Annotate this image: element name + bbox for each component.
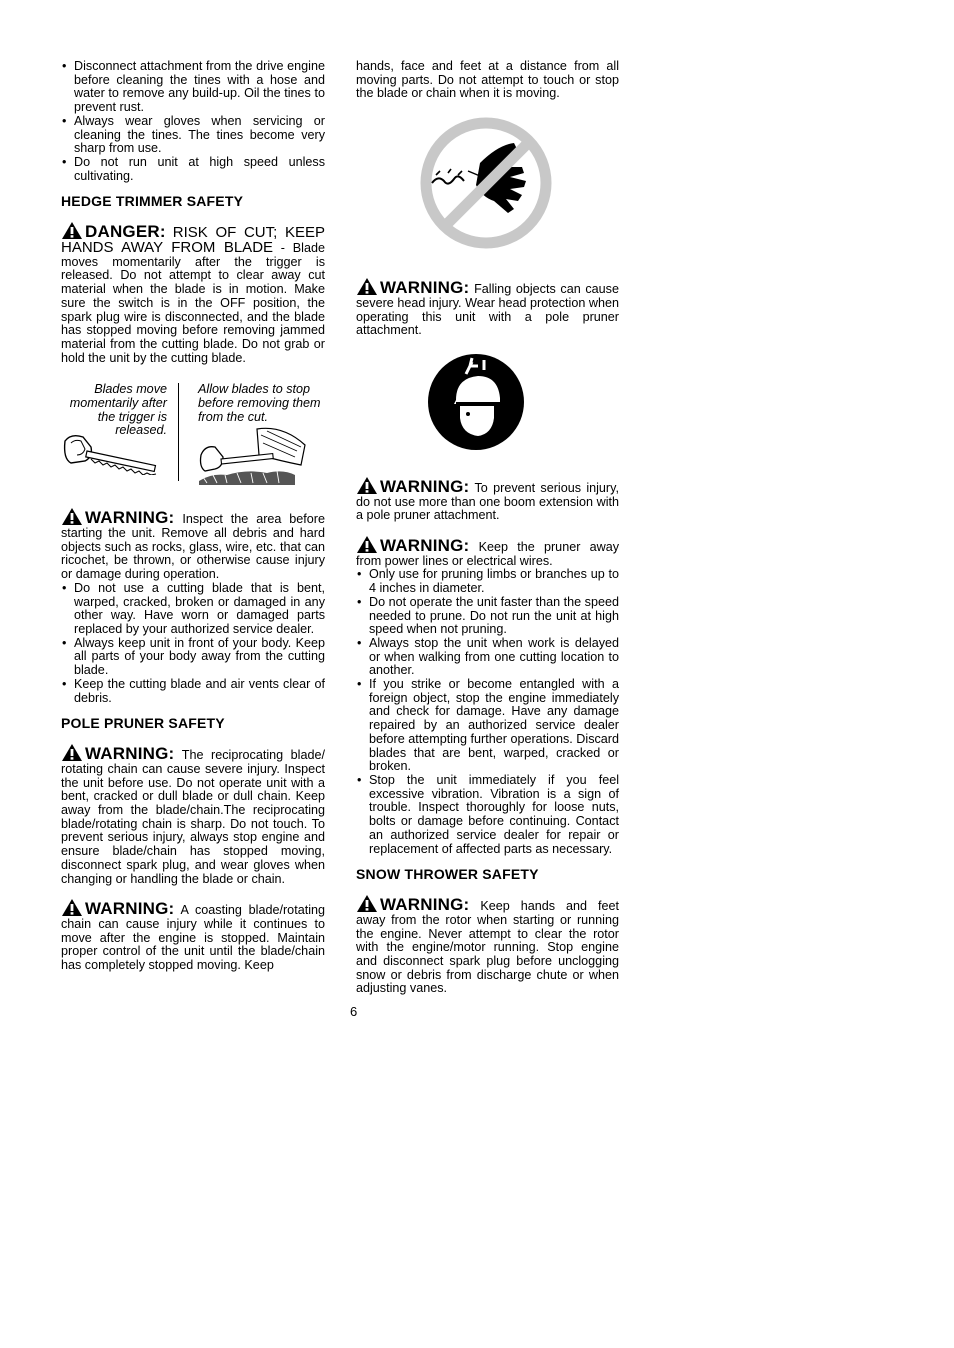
list-item: • Only use for pruning limbs or branches up to 4 inches in diameter. xyxy=(356,568,619,595)
pole-pruner-heading: POLE PRUNER SAFETY xyxy=(61,715,225,732)
warning-label: WARNING: xyxy=(380,895,470,915)
warning-text: Keep the pruner away from power lines or electrical wires. xyxy=(356,540,619,568)
caption-allow-blades-stop: Allow blades to stop before removing them from the cut. xyxy=(198,382,321,424)
list-item: • Do not operate the unit faster than the speed needed to prune. Do not run the unit at high speed when not pruning. xyxy=(356,596,619,637)
left-column xyxy=(61,60,325,973)
warning-triangle-icon xyxy=(61,898,83,917)
warning-triangle-icon xyxy=(356,277,378,296)
hedge-trimmer-heading: HEDGE TRIMMER SAFETY xyxy=(61,193,244,210)
continued-paragraph: hands, face and feet at a distance from all moving parts. Do not attempt to touch or stop the blade or chain when it is moving. xyxy=(356,59,619,101)
warning-label: WARNING: xyxy=(85,744,175,764)
warning-boom-paragraph xyxy=(356,476,619,523)
warning-label: WARNING: xyxy=(380,536,470,556)
list-item: • Disconnect attachment from the drive engine before cleaning the tines with a hose and water to remove any build-up. Oil the tines to prevent rust. xyxy=(61,60,325,115)
warning-triangle-icon xyxy=(356,535,378,554)
warning-inspect-paragraph xyxy=(61,507,325,582)
head-protection-icon xyxy=(426,352,526,452)
warning-text: To prevent serious injury, do not use more than one boom extension with a pole pruner attachment. xyxy=(356,480,619,523)
warning-text: A coasting blade/rotating chain can cause injury while it continues to move after the engine is stopped. Maintain proper control of the unit until the blade/chain has completely stopped moving. Keep xyxy=(61,903,325,973)
warning-triangle-icon xyxy=(61,743,83,762)
page-number: 6 xyxy=(350,1004,358,1019)
warning-triangle-icon xyxy=(61,507,83,526)
list-item: • Keep the cutting blade and air vents clear of debris. xyxy=(61,678,325,705)
list-item: • Stop the unit immediately if you feel excessive vibration. Vibration is a sign of trouble. Inspect thoroughly for loose nuts, bolts or damage before continuing. Contact an authorized service dealer for repair or replacement of affected parts as necessary. xyxy=(356,774,619,856)
list-item: • Always stop the unit when work is delayed or when walking from one cutting location to another. xyxy=(356,637,619,678)
hedge-trimmer-cutting-icon xyxy=(197,425,307,487)
list-item: • Always wear gloves when servicing or cleaning the tines. The tines become very sharp from use. xyxy=(61,115,325,156)
warning-triangle-icon xyxy=(356,476,378,495)
danger-text: - Blade moves momentarily after the trigger is released. Do not attempt to clear away cut material when the blade is in motion. Make sure the switch is in the OFF position, the spark plug wire is disconnected, and the blade has stopped moving before removing jammed material from the cutting blade. Do not grab or hold the unit by the cutting blade. xyxy=(61,241,325,365)
warning-triangle-icon xyxy=(356,894,378,913)
pruner-bullets xyxy=(356,568,619,856)
figure-divider xyxy=(178,383,179,481)
warning-coasting-paragraph xyxy=(61,898,325,973)
warning-label: WARNING: xyxy=(85,508,175,528)
list-item: • Do not use a cutting blade that is bent, warped, cracked, broken or damaged in any other way. Have worn or damaged parts replaced by your authorized service dealer. xyxy=(61,582,325,637)
list-item: • If you strike or become entangled with a foreign object, stop the engine immediately and check for damage. Have any damage repaired by an authorized service dealer before attempting further operations. Discard blades that are bent, warped, cracked or broken. xyxy=(356,678,619,774)
warning-falling-paragraph xyxy=(356,277,619,338)
hedge-trimmer-icon xyxy=(61,431,161,475)
snow-thrower-heading: SNOW THROWER SAFETY xyxy=(356,866,539,883)
danger-caps: RISK OF CUT; KEEP HANDS AWAY FROM BLADE xyxy=(61,224,325,257)
hedge-trimmer-figures xyxy=(61,379,325,489)
warning-blade-paragraph xyxy=(61,743,325,886)
no-touch-blade-icon xyxy=(418,115,554,251)
warning-label: WARNING: xyxy=(85,899,175,919)
warning-label: WARNING: xyxy=(380,476,470,496)
list-item: • Do not run unit at high speed unless cultivating. xyxy=(61,156,325,183)
warning-snow-paragraph xyxy=(356,894,619,996)
warning-triangle-icon xyxy=(61,221,83,240)
caption-blades-move: Blades move momentarily after the trigger is released. xyxy=(69,382,167,438)
danger-label: DANGER: xyxy=(85,222,166,242)
warning-text: The reciprocating blade/ rotating chain can cause severe injury. Inspect the unit before use. Do not operate unit with a bent, cracked or dull blade or dull chain. Keep away from the blade/chain.The reciprocating blade/rotating chain is sharp. Do not touch. To prevent serious injury, always stop engine and ensure blade/chain has stopped moving, disconnect spark plug, and wear gloves when changing or handling the blade or chain. xyxy=(61,748,325,886)
warning-text: Falling objects can cause severe head injury. Wear head protection when operating this unit with a pole pruner attachment. xyxy=(356,282,619,338)
cultivator-bullets xyxy=(61,60,325,183)
danger-paragraph xyxy=(61,221,325,365)
hedge-trimmer-bullets xyxy=(61,582,325,705)
warning-power-lines-paragraph xyxy=(356,535,619,568)
warning-text: Keep hands and feet away from the rotor when starting or running the engine. Never attempt to clear the rotor with the engine/motor running. Stop engine and disconnect spark plug before unclogging snow or debris from discharge chute or when adjusting vanes. xyxy=(356,899,619,996)
right-column xyxy=(356,60,619,996)
warning-label: WARNING: xyxy=(380,278,470,298)
list-item: • Always keep unit in front of your body. Keep all parts of your body away from the cutting blade. xyxy=(61,637,325,678)
warning-text: Inspect the area before starting the unit. Remove all debris and hard objects such as rocks, glass, wire, etc. that can ricochet, be thrown, or otherwise cause injury or damage during operation. xyxy=(61,512,325,582)
